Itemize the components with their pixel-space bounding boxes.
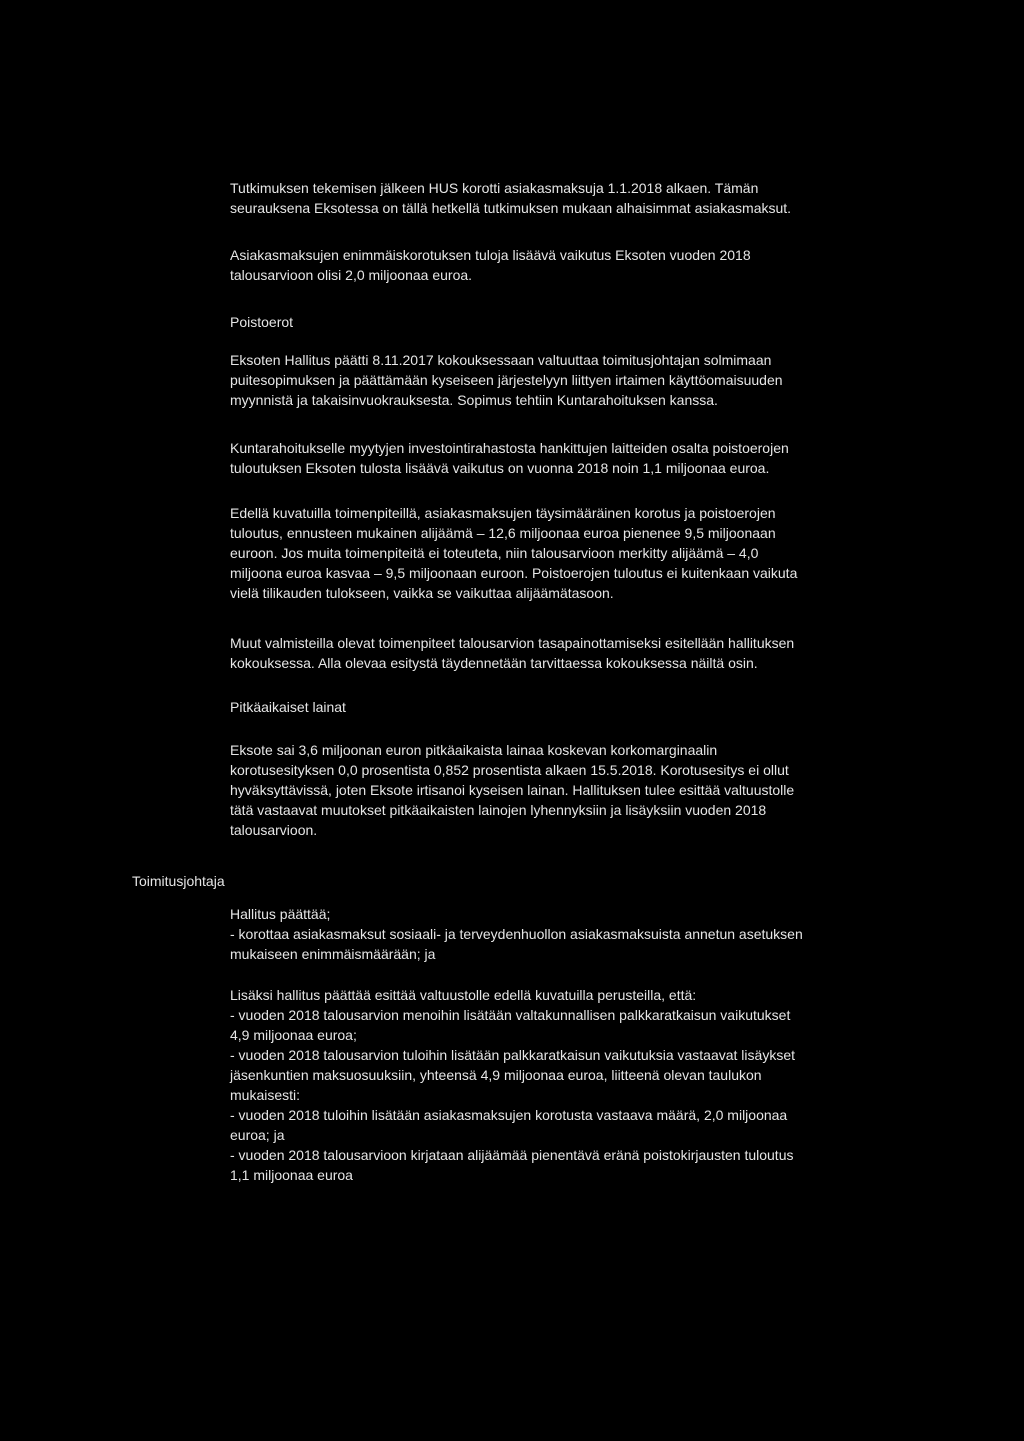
text-line: Edellä kuvatuilla toimenpiteillä, asiakasmaksujen täysimääräinen korotus ja poistoerojen — [230, 505, 776, 521]
text-line: - vuoden 2018 tuloihin lisätään asiakasmaksujen korotusta vastaava määrä, 2,0 miljoonaa — [230, 1107, 788, 1123]
text-line: tuloutuksen Eksoten tulosta lisäävä vaikutus on vuonna 2018 noin 1,1 miljoonaa euroa. — [230, 460, 770, 476]
text-line: Lisäksi hallitus päättää esittää valtuustolle edellä kuvatuilla perusteilla, että: — [230, 987, 697, 1003]
text-line: euroon. Jos muita toimenpiteitä ei toteuteta, niin talousarvioon merkitty alijäämä – 4,0 — [230, 545, 759, 561]
text-line: Eksote sai 3,6 miljoonan euron pitkäaikaista lainaa koskevan korkomarginaalin — [230, 742, 718, 758]
text-line: Tutkimuksen tekemisen jälkeen HUS korotti asiakasmaksuja 1.1.2018 alkaen. Tämän — [230, 180, 759, 196]
paragraph-fee-increase-effect — [230, 245, 870, 285]
paragraph-other-measures — [230, 633, 870, 673]
paragraph-proposal-to-council — [230, 985, 870, 1185]
text-line: talousarvioon olisi 2,0 miljoonaa euroa. — [230, 267, 473, 283]
text-line: puitesopimuksen ja päättämään kyseiseen järjestelyyn liittyen irtaimen käyttöomaisuuden — [230, 372, 783, 388]
text-line: - vuoden 2018 talousarvion tuloihin lisätään palkkaratkaisun vaikutuksia vastaavat lisäykset — [230, 1047, 795, 1063]
paragraph-long-term-loans — [230, 740, 870, 840]
paragraph-kuntarahoitus — [230, 438, 870, 478]
text-line: Hallitus päättää; — [230, 906, 331, 922]
heading-pitkaaikaiset-lainat: Pitkäaikaiset lainat — [230, 699, 346, 715]
text-line: myynnistä ja takaisinvuokrauksesta. Sopimus tehtiin Kuntarahoituksen kanssa. — [230, 392, 718, 408]
side-label-toimitusjohtaja: Toimitusjohtaja — [132, 873, 225, 889]
heading-poistoerot: Poistoerot — [230, 314, 294, 330]
text-line: vielä tilikauden tulokseen, vaikka se vaikuttaa alijäämätasoon. — [230, 585, 614, 601]
paragraph-board-decision — [230, 350, 870, 410]
text-line: - korottaa asiakasmaksut sosiaali- ja terveydenhuollon asiakasmaksuista annetun asetuksen — [230, 926, 803, 942]
text-line: Muut valmisteilla olevat toimenpiteet talousarvion tasapainottamiseksi esitellään hallituksen — [230, 635, 795, 651]
text-line: - vuoden 2018 talousarvioon kirjataan alijäämää pienentävä eränä poistokirjausten tuloutus — [230, 1147, 794, 1163]
paragraph-deficit-measures — [230, 503, 870, 603]
text-line: kokouksessa. Alla olevaa esitystä täydennetään tarvittaessa kokouksessa näiltä osin. — [230, 655, 758, 671]
text-line: Asiakasmaksujen enimmäiskorotuksen tuloja lisäävä vaikutus Eksoten vuoden 2018 — [230, 247, 751, 263]
paragraph-hus-fees — [230, 178, 870, 218]
text-line: mukaisesti: — [230, 1087, 301, 1103]
text-line: hyväksyttävissä, joten Eksote irtisanoi kyseisen lainan. Hallituksen tulee esittää valtuustolle — [230, 782, 795, 798]
text-line: Eksoten Hallitus päätti 8.11.2017 kokouksessaan valtuuttaa toimitusjohtajan solmimaan — [230, 352, 772, 368]
text-line: seurauksena Eksotessa on tällä hetkellä tutkimuksen mukaan alhaisimmat asiakasmaksut. — [230, 200, 792, 216]
text-line: Kuntarahoitukselle myytyjen investointirahastosta hankittujen laitteiden osalta poistoerojen — [230, 440, 789, 456]
text-line: 4,9 miljoonaa euroa; — [230, 1027, 357, 1043]
text-line: mukaiseen enimmäismäärään; ja — [230, 946, 436, 962]
text-line: jäsenkuntien maksuosuuksiin, yhteensä 4,9 miljoonaa euroa, liitteenä olevan taulukon — [230, 1067, 762, 1083]
text-line: miljoona euroa kasvaa – 9,5 miljoonaan euroon. Poistoerojen tuloutus ei kuitenkaan vaikuta — [230, 565, 798, 581]
text-line: tätä vastaavat muutokset pitkäaikaisten lainojen lyhennyksiin ja lisäyksiin vuoden 2018 — [230, 802, 767, 818]
text-line: tuloutus, ennusteen mukainen alijäämä – 12,6 miljoonaa euroa pienenee 9,5 miljoonaan — [230, 525, 776, 541]
text-line: korotusesityksen 0,0 prosentista 0,852 prosentista alkaen 15.5.2018. Korotusesitys ei ollut — [230, 762, 789, 778]
paragraph-board-decides — [230, 904, 870, 964]
text-line: - vuoden 2018 talousarvion menoihin lisätään valtakunnallisen palkkaratkaisun vaikutukset — [230, 1007, 791, 1023]
text-line: euroa; ja — [230, 1127, 285, 1143]
text-line: talousarvioon. — [230, 822, 318, 838]
text-line: 1,1 miljoonaa euroa — [230, 1167, 353, 1183]
